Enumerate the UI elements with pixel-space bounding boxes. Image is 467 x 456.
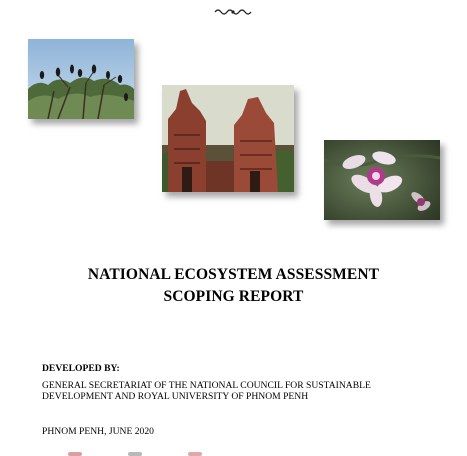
report-title-line-2: SCOPING REPORT	[163, 288, 304, 305]
temple-ruins-photo	[162, 85, 294, 192]
decorative-ornament	[213, 3, 253, 11]
birds-in-tree-photo	[28, 39, 134, 119]
orchid-flower-photo	[324, 140, 440, 220]
place-and-date: PHNOM PENH, JUNE 2020	[42, 426, 154, 437]
footer-logo-mark-center	[128, 452, 142, 456]
footer-logo-mark-right	[188, 452, 202, 456]
developer-line-2: DEVELOPMENT AND ROYAL UNIVERSITY OF PHNOM PENH	[42, 391, 309, 402]
report-title-line-1: NATIONAL ECOSYSTEM ASSESSMENT	[87, 266, 380, 283]
footer-logo-mark-left	[68, 452, 82, 456]
developer-line-1: GENERAL SECRETARIAT OF THE NATIONAL COUNCIL FOR SUSTAINABLE	[42, 380, 371, 391]
developed-by-label: DEVELOPED BY:	[42, 363, 120, 374]
